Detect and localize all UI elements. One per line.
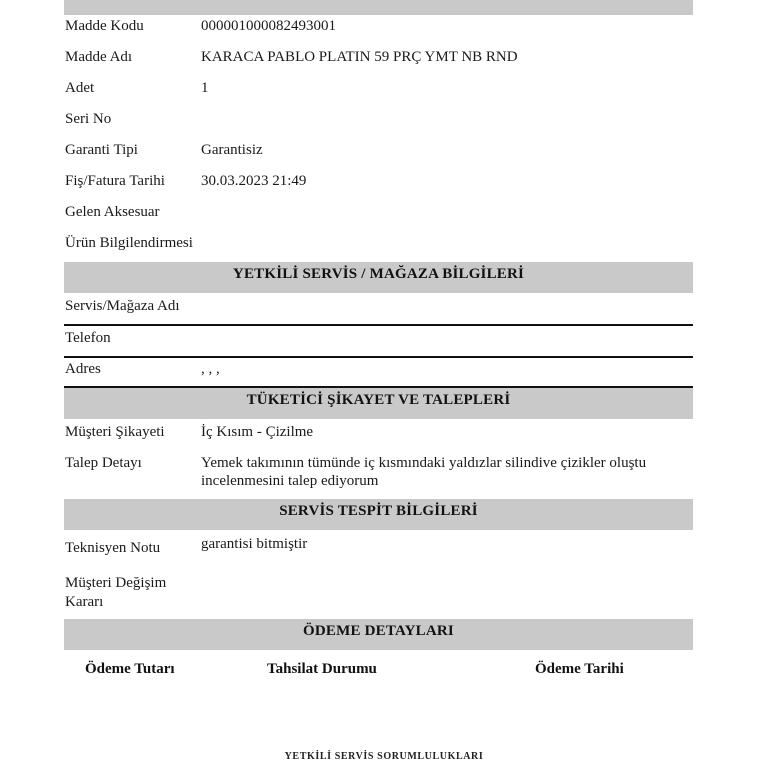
product-section-header xyxy=(64,0,693,15)
divider xyxy=(64,356,693,358)
invoice-date-value: 30.03.2023 21:49 xyxy=(201,173,307,189)
technician-note-value: garantisi bitmiştir xyxy=(201,536,308,552)
assessment-section-title: SERVİS TESPİT BİLGİLERİ xyxy=(279,503,478,519)
request-detail-value-line2: incelenmesini talep ediyorum xyxy=(201,473,379,489)
payment-date-header: Ödeme Tarihi xyxy=(535,661,624,677)
address-value: , , , xyxy=(201,361,220,377)
payment-amount-header: Ödeme Tutarı xyxy=(85,661,175,677)
request-detail-value-line1: Yemek takımının tümünde iç kısmındaki yaldızlar silindive çizikler oluştu xyxy=(201,455,647,471)
customer-exchange-label-line2: Kararı xyxy=(65,594,104,610)
customer-complaint-label: Müşteri Şikayeti xyxy=(65,424,165,440)
quantity-value: 1 xyxy=(201,80,209,96)
item-code-label: Madde Kodu xyxy=(65,18,144,34)
address-label: Adres xyxy=(65,361,101,377)
service-name-label: Servis/Mağaza Adı xyxy=(65,298,180,314)
item-code-value: 000001000082493001 xyxy=(201,18,336,34)
technician-note-label: Teknisyen Notu xyxy=(65,540,161,556)
quantity-label: Adet xyxy=(65,80,95,96)
item-name-value: KARACA PABLO PLATIN 59 PRÇ YMT NB RND xyxy=(201,49,518,65)
invoice-date-label: Fiş/Fatura Tarihi xyxy=(65,173,165,189)
complaint-section-title: TÜKETİCİ ŞİKAYET VE TALEPLERİ xyxy=(246,392,511,408)
request-detail-label: Talep Detayı xyxy=(65,455,142,471)
warranty-type-value: Garantisiz xyxy=(201,142,263,158)
customer-exchange-label-line1: Müşteri Değişim xyxy=(65,575,167,591)
divider xyxy=(64,324,693,326)
phone-label: Telefon xyxy=(65,330,111,346)
serial-no-label: Seri No xyxy=(65,111,112,127)
collection-status-header: Tahsilat Durumu xyxy=(267,661,377,677)
accessory-label: Gelen Aksesuar xyxy=(65,204,160,220)
warranty-type-label: Garanti Tipi xyxy=(65,142,138,158)
item-name-label: Madde Adı xyxy=(65,49,133,65)
customer-complaint-value: İç Kısım - Çizilme xyxy=(201,424,314,440)
service-section-title: YETKİLİ SERVİS / MAĞAZA BİLGİLERİ xyxy=(232,266,525,282)
footer-heading: YETKİLİ SERVİS SORUMLULUKLARI xyxy=(284,751,484,762)
payment-section-title: ÖDEME DETAYLARI xyxy=(303,623,454,639)
product-info-label: Ürün Bilgilendirmesi xyxy=(65,235,193,251)
